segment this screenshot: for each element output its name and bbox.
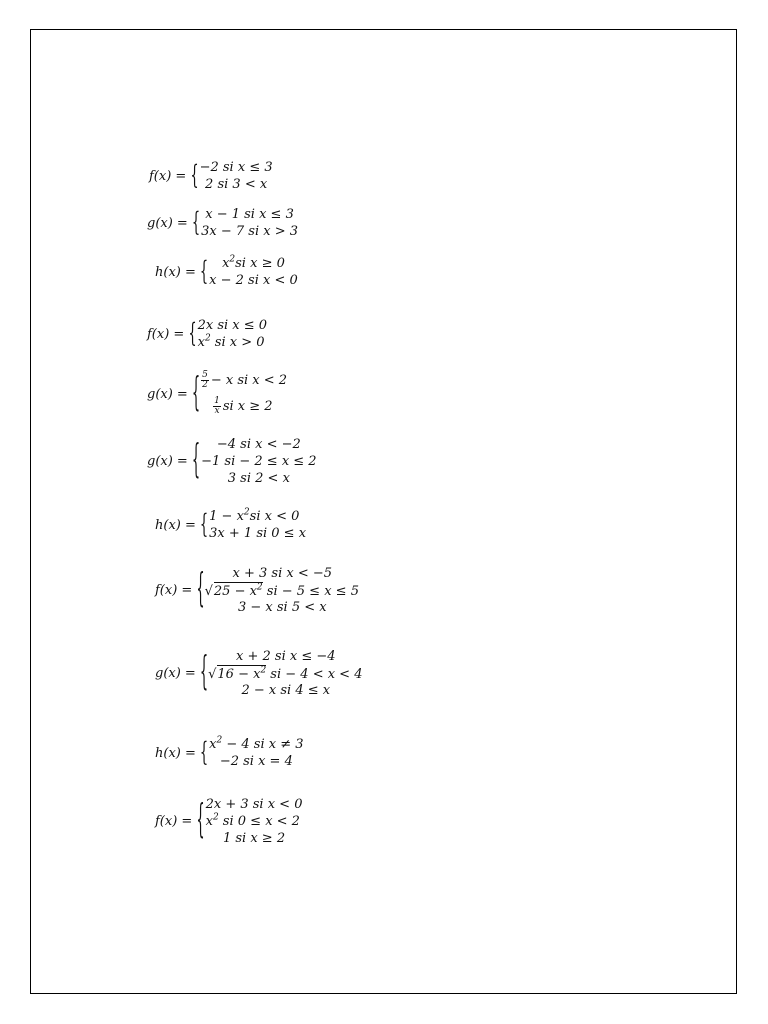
equation-11 [155,796,302,847]
equation-9 [155,648,362,699]
equation-cases [198,317,267,351]
equation-10 [155,736,304,770]
equation-lhs: f(x) = [147,326,185,342]
case-row: $x^2$ si x > 0 [197,333,265,350]
equation-lhs: f(x) = [155,814,193,829]
equation-cases [209,736,303,770]
equation-8 [155,565,359,616]
equation-cases [201,206,298,240]
equation-cases [201,368,287,420]
equation-cases [200,159,273,193]
case-row: x − 1 si x ≤ 3 [205,207,294,222]
case-row: 2x si x ≤ 0 [197,318,268,333]
left-brace-icon: { [196,799,205,844]
case-row: 3x − 7 si x > 3 [201,224,298,239]
case-row: $√16 - x^2$ si − 4 < x < 4 [208,665,363,682]
left-brace-icon: { [190,161,199,191]
equation-cases [209,255,298,289]
left-brace-icon: { [199,257,209,287]
equation-lhs: f(x) = [149,168,187,184]
left-brace-icon: { [188,319,197,349]
case-row: x + 2 si x ≤ −4 [236,649,336,664]
equation-lhs: h(x) = [155,517,196,533]
equation-cases [209,508,306,542]
sqrt-icon: √ [208,667,217,682]
equation-lhs: g(x) = [155,666,196,681]
equation-cases [206,796,303,847]
left-brace-icon: { [191,439,201,484]
equation-cases [206,565,359,616]
case-row: 2 − x si 4 ≤ x [241,683,331,698]
case-row: $√25 - x^2$ si − 5 ≤ x ≤ 5 [204,582,359,599]
case-row: $x^2 - 4$ si x ≠ 3 [209,735,304,752]
equation-lhs: h(x) = [155,745,196,761]
case-row: 2x + 3 si x < 0 [205,797,303,812]
case-row: −2 si x ≤ 3 [199,160,273,175]
equation-lhs: g(x) = [147,454,188,469]
left-brace-icon: { [196,568,205,613]
case-row: −2 si x = 4 [219,754,293,769]
case-row: 1 si x ≥ 2 [222,831,286,846]
document-page [30,29,737,994]
equation-7 [155,508,306,542]
left-brace-icon: { [191,371,201,417]
case-row: $1 - x^2si$ x < 0 [209,507,300,524]
equation-lhs: h(x) = [155,264,196,280]
equation-lhs: f(x) = [155,583,193,598]
left-brace-icon: { [191,208,201,238]
equation-2 [147,206,298,240]
fraction: $\frac{1}{x}$ [214,396,220,416]
equation-3 [155,255,298,289]
case-row: −1 si − 2 ≤ x ≤ 2 [201,454,317,469]
case-row: x − 2 si x < 0 [209,273,298,288]
equation-cases [209,648,362,699]
case-row: $x^2si$ x ≥ 0 [222,254,285,271]
case-row: 3 si 2 < x [227,471,290,486]
equation-4 [147,317,267,351]
case-row: 3 − x si 5 < x [237,600,327,615]
equation-lhs: g(x) = [147,386,188,402]
case-row: x + 3 si x < −5 [232,566,333,581]
equation-1 [149,159,273,193]
left-brace-icon: { [199,651,209,696]
case-row: 2 si 3 < x [205,177,268,192]
sqrt-icon: √ [204,584,213,599]
fraction: $\frac{5}{2}$ [202,370,208,390]
left-brace-icon: { [199,738,209,768]
equation-5 [147,368,287,420]
equation-cases [201,436,316,487]
case-row: $\frac{1}{x}$ si x ≥ 2 [214,396,273,416]
equation-lhs: g(x) = [147,215,188,231]
case-row: 3x + 1 si 0 ≤ x [209,526,307,541]
case-row: $x^2$ si 0 ≤ x < 2 [205,812,300,829]
case-row: −4 si x < −2 [216,437,301,452]
equation-6 [147,436,317,487]
left-brace-icon: { [199,510,209,540]
case-row: $\frac{5}{2}$ − x si x < 2 [202,370,288,390]
